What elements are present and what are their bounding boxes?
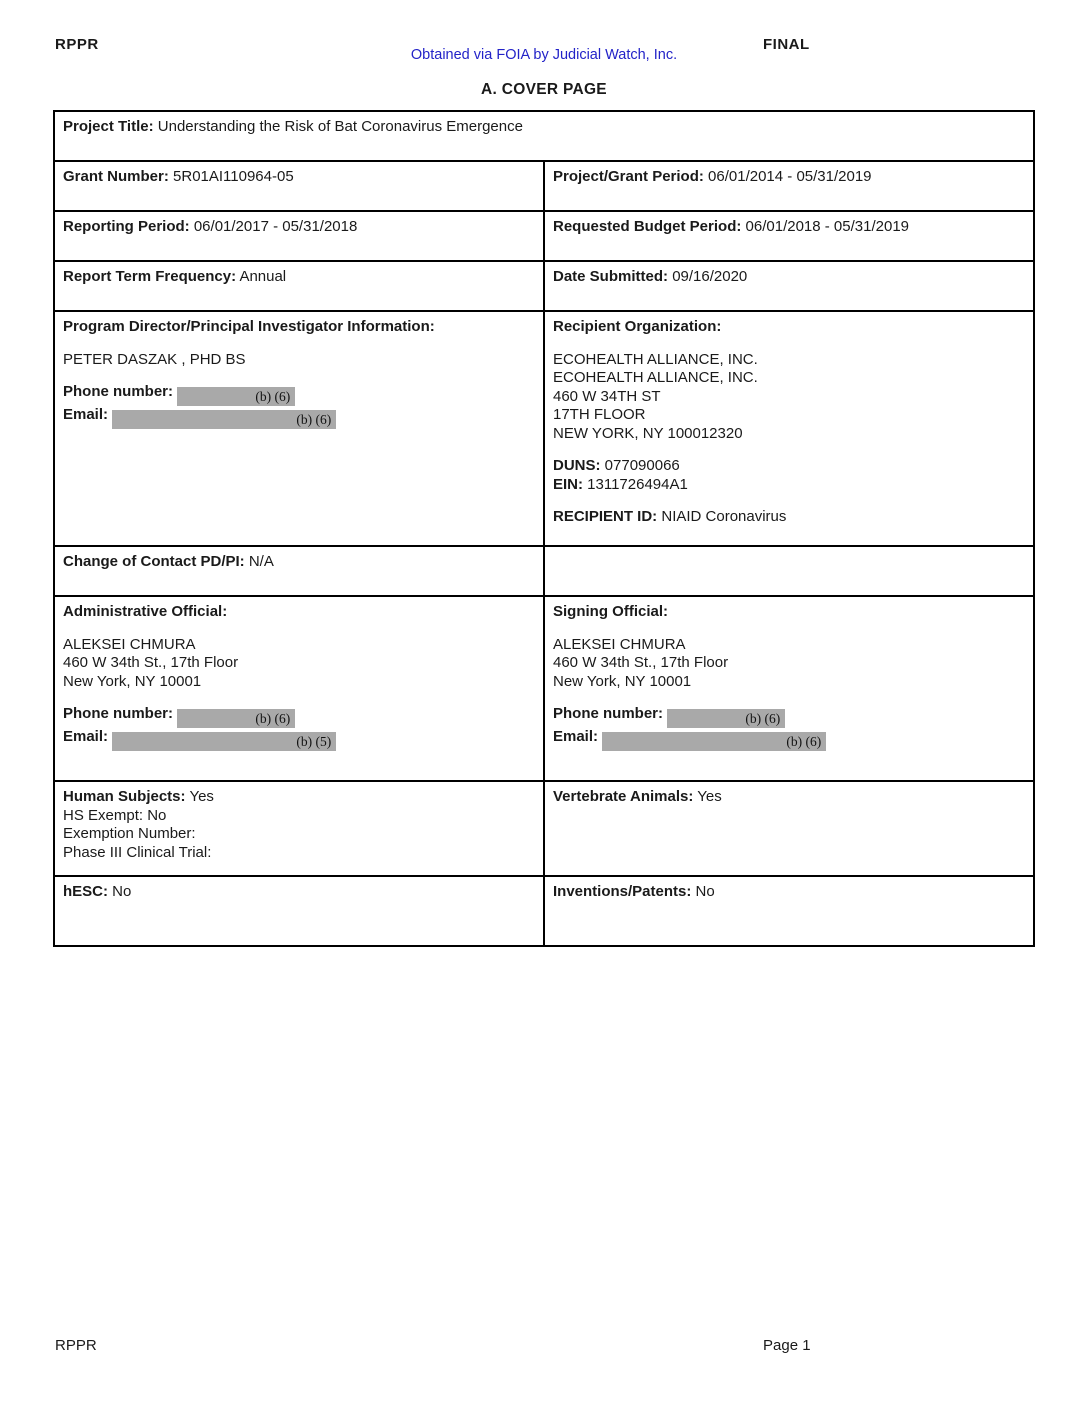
cell-hesc — [54, 876, 544, 946]
row-hesc-inventions — [54, 876, 1034, 946]
signing-phone-label: Phone number: — [553, 705, 664, 722]
cell-reporting-period — [54, 211, 544, 261]
hesc-label: hESC: — [63, 883, 108, 900]
redaction-exemption-code: (b) (6) — [745, 711, 781, 726]
human-subjects-label: Human Subjects: — [63, 788, 186, 805]
hesc-value: No — [112, 883, 132, 900]
redaction-exemption-code: (b) (5) — [296, 734, 332, 749]
header-status: FINAL — [763, 36, 810, 53]
recipient-org-address-line: NEW YORK, NY 100012320 — [553, 424, 743, 442]
recipient-org-label: Recipient Organization: — [553, 318, 722, 335]
cell-report-term-frequency — [54, 261, 544, 311]
cell-administrative-official — [54, 596, 544, 781]
cell-recipient-organization — [544, 311, 1034, 546]
cover-page-table — [53, 110, 1035, 947]
signing-email-label: Email: — [553, 728, 599, 745]
cell-change-of-contact — [54, 546, 544, 596]
project-grant-period-label: Project/Grant Period: — [553, 168, 704, 185]
row-pdpi-recipient — [54, 311, 1034, 546]
pd-pi-name: PETER DASZAK , PHD BS — [63, 350, 246, 368]
cell-grant-number — [54, 161, 544, 211]
grant-number-label: Grant Number: — [63, 168, 169, 185]
row-report-term — [54, 261, 1034, 311]
human-subjects-value: Yes — [189, 788, 214, 805]
admin-official-label: Administrative Official: — [63, 603, 228, 620]
cell-vertebrate-animals — [544, 781, 1034, 876]
recipient-id-value: NIAID Coronavirus — [661, 508, 787, 525]
reporting-period-value: 06/01/2017 - 05/31/2018 — [193, 218, 358, 235]
report-term-frequency-value: Annual — [239, 268, 287, 285]
exemption-number: Exemption Number: — [63, 825, 196, 842]
cell-pd-pi-info — [54, 311, 544, 546]
signing-official-label: Signing Official: — [553, 603, 668, 620]
redaction-box-phone — [177, 387, 295, 406]
report-term-frequency-label: Report Term Frequency: — [63, 268, 237, 285]
redaction-box-email — [112, 410, 336, 429]
signing-official-address: New York, NY 10001 — [553, 672, 692, 690]
cell-project-grant-period — [544, 161, 1034, 211]
phase-iii-clinical-trial: Phase III Clinical Trial: — [63, 843, 212, 861]
row-project-title — [54, 111, 1034, 161]
vertebrate-animals-value: Yes — [697, 788, 722, 805]
reporting-period-label: Reporting Period: — [63, 218, 190, 235]
admin-official-name: ALEKSEI CHMURA — [63, 635, 196, 653]
recipient-id-label: RECIPIENT ID: — [553, 508, 658, 525]
requested-budget-period-value: 06/01/2018 - 05/31/2019 — [745, 218, 910, 235]
grant-number-value: 5R01AI110964-05 — [173, 168, 294, 185]
footer-doc-type: RPPR — [55, 1337, 97, 1354]
vertebrate-animals-label: Vertebrate Animals: — [553, 788, 694, 805]
redaction-exemption-code: (b) (6) — [255, 389, 291, 404]
hs-exempt: HS Exempt: No — [63, 806, 167, 824]
recipient-org-address-line: 17TH FLOOR — [553, 406, 646, 423]
page-title: A. COVER PAGE — [481, 81, 607, 98]
pd-pi-email-label: Email: — [63, 406, 109, 423]
cell-requested-budget-period — [544, 211, 1034, 261]
redaction-exemption-code: (b) (6) — [786, 734, 822, 749]
row-grant-number — [54, 161, 1034, 211]
header-doc-type: RPPR — [55, 36, 99, 53]
project-grant-period-value: 06/01/2014 - 05/31/2019 — [708, 168, 872, 185]
change-of-contact-value: N/A — [248, 553, 274, 570]
row-officials — [54, 596, 1034, 781]
redaction-box-email — [112, 732, 336, 751]
admin-email-label: Email: — [63, 728, 109, 745]
row-change-of-contact — [54, 546, 1034, 596]
ein-label: EIN: — [553, 475, 583, 493]
requested-budget-period-label: Requested Budget Period: — [553, 218, 742, 235]
admin-official-address: New York, NY 10001 — [63, 672, 202, 690]
row-human-subjects — [54, 781, 1034, 876]
recipient-org-address-line: ECOHEALTH ALLIANCE, INC. — [553, 350, 758, 368]
admin-official-address: 460 W 34th St., 17th Floor — [63, 654, 239, 671]
duns-label: DUNS: — [553, 457, 601, 474]
recipient-org-address-line: ECOHEALTH ALLIANCE, INC. — [553, 369, 758, 386]
signing-official-name: ALEKSEI CHMURA — [553, 635, 686, 653]
redaction-exemption-code: (b) (6) — [255, 711, 291, 726]
footer-page-number: Page 1 — [763, 1337, 811, 1354]
inventions-patents-value: No — [695, 883, 715, 900]
cell-empty — [544, 546, 1034, 596]
project-title-label: Project Title: — [63, 118, 154, 135]
pd-pi-phone-label: Phone number: — [63, 383, 174, 400]
pd-pi-label: Program Director/Principal Investigator Information: — [63, 318, 435, 335]
cell-date-submitted — [544, 261, 1034, 311]
redaction-box-email — [602, 732, 826, 751]
change-of-contact-label: Change of Contact PD/PI: — [63, 553, 245, 570]
cell-signing-official — [544, 596, 1034, 781]
ein-value: 1311726494A1 — [587, 475, 688, 493]
project-title-value: Understanding the Risk of Bat Coronavirus Emergence — [157, 118, 523, 135]
cell-project-title — [54, 111, 1034, 161]
duns-value: 077090066 — [604, 457, 680, 474]
signing-official-address: 460 W 34th St., 17th Floor — [553, 654, 729, 671]
foia-watermark: Obtained via FOIA by Judicial Watch, Inc. — [410, 47, 678, 63]
date-submitted-value: 09/16/2020 — [672, 268, 748, 285]
inventions-patents-label: Inventions/Patents: — [553, 883, 692, 900]
redaction-box-phone — [177, 709, 295, 728]
admin-phone-label: Phone number: — [63, 705, 174, 722]
cell-inventions-patents — [544, 876, 1034, 946]
date-submitted-label: Date Submitted: — [553, 268, 669, 285]
redaction-box-phone — [667, 709, 785, 728]
row-reporting-period — [54, 211, 1034, 261]
cell-human-subjects — [54, 781, 544, 876]
redaction-exemption-code: (b) (6) — [296, 412, 332, 427]
recipient-org-address-line: 460 W 34TH ST — [553, 387, 661, 405]
